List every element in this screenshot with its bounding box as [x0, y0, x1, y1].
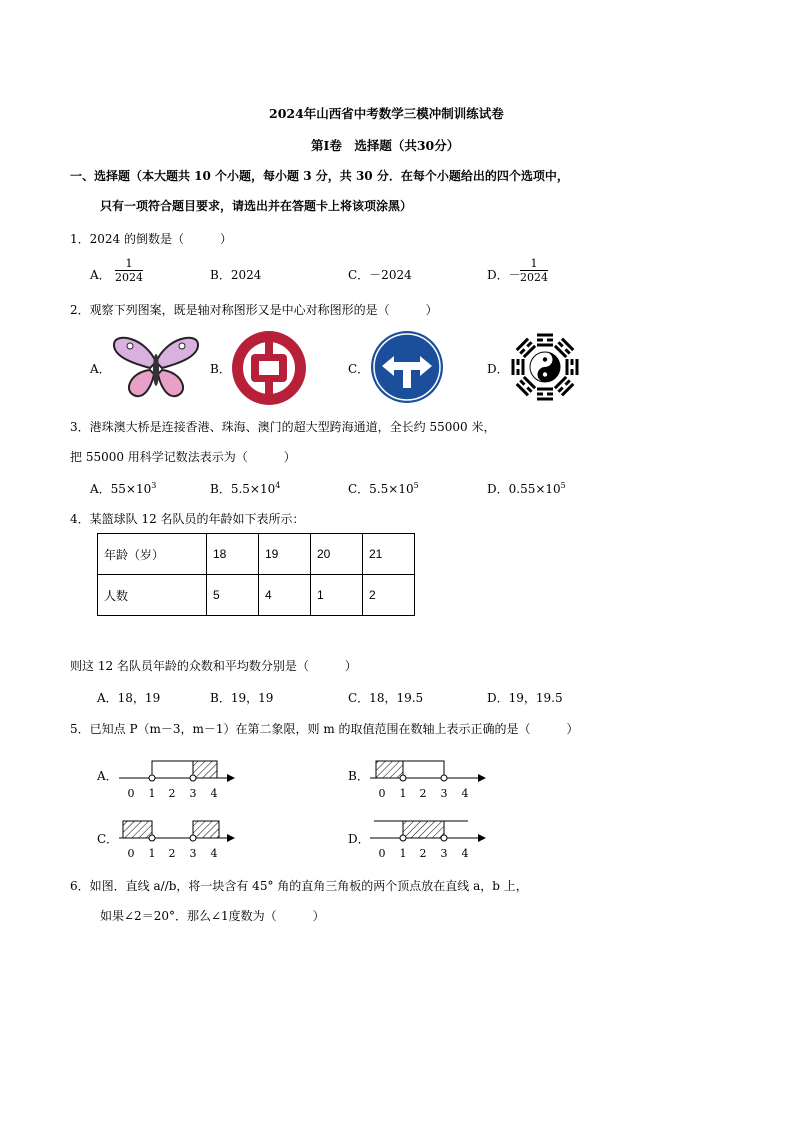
section-heading: 第Ⅰ卷 选择题（共30分）: [311, 138, 460, 153]
q1-d-denominator: 2024: [520, 271, 548, 284]
table-cell: 4: [259, 575, 311, 616]
q3-option-d: [487, 480, 566, 497]
tick-label: 3: [189, 847, 197, 860]
tick-label: 3: [440, 787, 448, 800]
q5-option-a-label: A．: [97, 769, 118, 783]
q2-option-d-label: D．: [487, 362, 509, 376]
q5-option-b-label: B．: [348, 769, 369, 783]
instructions-line-1: 一、选择题（本大题共 10 个小题，每小题 3 分，共 30 分．在每个小题给出的四个选项中，: [70, 169, 569, 183]
q2-option-a-label: A．: [90, 362, 111, 376]
q5-stem: 5．已知点 P（m－3，m－1）在第二象限，则 m 的取值范围在数轴上表示正确的是（ ）: [70, 722, 579, 736]
tick-label: 0: [378, 787, 386, 800]
table-cell: 人数: [98, 575, 207, 616]
q3-a-base: A．55×10: [90, 482, 152, 496]
tick-label: 2: [419, 787, 427, 800]
instructions-line-2: 只有一项符合题目要求，请选出并在答题卡上将该项涂黑）: [100, 199, 413, 213]
q1-option-c: C．－2024: [348, 268, 412, 282]
table-cell: 19: [259, 534, 311, 575]
table-row: [98, 575, 415, 616]
q1-option-a-label: A．: [90, 268, 111, 282]
q3-d-exponent: 5: [560, 481, 566, 490]
tick-label: 3: [440, 847, 448, 860]
tick-label: 0: [127, 847, 135, 860]
table-cell: 21: [363, 534, 415, 575]
tick-label: 0: [378, 847, 386, 860]
q3-a-exponent: 3: [151, 481, 157, 490]
q2-option-c-label: C．: [348, 362, 370, 376]
bank-of-china-logo-icon: [231, 330, 307, 406]
q1-option-d-label: D．－: [487, 268, 521, 282]
q3-b-exponent: 4: [275, 481, 281, 490]
tick-label: 4: [461, 847, 469, 860]
q4-option-b: B．19，19: [210, 691, 274, 705]
q4-stem: 4．某篮球队 12 名队员的年龄如下表所示：: [70, 512, 305, 526]
tick-label: 2: [168, 787, 176, 800]
tick-label: 1: [399, 847, 407, 860]
q3-stem-line-2: 把 55000 用科学记数法表示为（ ）: [70, 450, 296, 464]
number-line-d: [368, 817, 488, 862]
q1-option-d-fraction: [520, 257, 548, 284]
q2-stem: 2．观察下列图案，既是轴对称图形又是中心对称图形的是（ ）: [70, 303, 438, 317]
q1-option-b: B．2024: [210, 268, 262, 282]
number-line-b: [368, 757, 488, 802]
tick-label: 1: [399, 787, 407, 800]
table-cell: 2: [363, 575, 415, 616]
q5-option-c-label: C．: [97, 832, 119, 846]
q6-stem-line-1: 6．如图．直线 a//b，将一块含有 45° 角的直角三角板的两个顶点放在直线 a，b 上，: [70, 879, 528, 893]
q4-question: 则这 12 名队员年龄的众数和平均数分别是（ ）: [70, 659, 357, 673]
table-row: [98, 534, 415, 575]
table-cell: 18: [207, 534, 259, 575]
number-line-a: [117, 757, 237, 802]
q3-d-base: D．0.55×10: [487, 482, 561, 496]
tick-label: 4: [210, 847, 218, 860]
tick-label: 1: [148, 787, 156, 800]
butterfly-icon: [110, 332, 202, 402]
tick-label: 0: [127, 787, 135, 800]
q6-stem-line-2: 如果∠2＝20°．那么∠1度数为（ ）: [100, 909, 325, 923]
turn-left-right-sign-icon: [370, 330, 444, 404]
q2-option-b-label: B．: [210, 362, 231, 376]
exam-title: 2024年山西省中考数学三模冲制训练试卷: [269, 106, 504, 121]
tick-label: 3: [189, 787, 197, 800]
yin-yang-bagua-icon: [510, 332, 580, 402]
q4-option-d: D．19，19.5: [487, 691, 563, 705]
q4-option-c: C．18，19.5: [348, 691, 424, 705]
age-table: [97, 533, 415, 616]
q1-a-numerator: 1: [115, 257, 143, 271]
q3-b-base: B．5.5×10: [210, 482, 276, 496]
table-cell: 20: [311, 534, 363, 575]
tick-label: 2: [168, 847, 176, 860]
q3-option-a: [90, 480, 156, 497]
number-line-c: [117, 817, 237, 862]
q3-option-c: [348, 480, 419, 497]
q1-option-a-fraction: [115, 257, 143, 284]
q4-option-a: A．18，19: [97, 691, 161, 705]
q3-c-exponent: 5: [413, 481, 419, 490]
table-cell: 5: [207, 575, 259, 616]
q3-c-base: C．5.5×10: [348, 482, 414, 496]
q3-option-b: [210, 480, 280, 497]
q3-stem-line-1: 3．港珠澳大桥是连接香港、珠海、澳门的超大型跨海通道，全长约 55000 米，: [70, 420, 496, 434]
q1-d-numerator: 1: [520, 257, 548, 271]
q1-stem: 1．2024 的倒数是（ ）: [70, 232, 232, 246]
q5-option-d-label: D．: [348, 832, 370, 846]
table-cell: 年龄（岁）: [98, 534, 207, 575]
tick-label: 4: [461, 787, 469, 800]
tick-label: 1: [148, 847, 156, 860]
table-cell: 1: [311, 575, 363, 616]
tick-label: 4: [210, 787, 218, 800]
q1-a-denominator: 2024: [115, 271, 143, 284]
tick-label: 2: [419, 847, 427, 860]
